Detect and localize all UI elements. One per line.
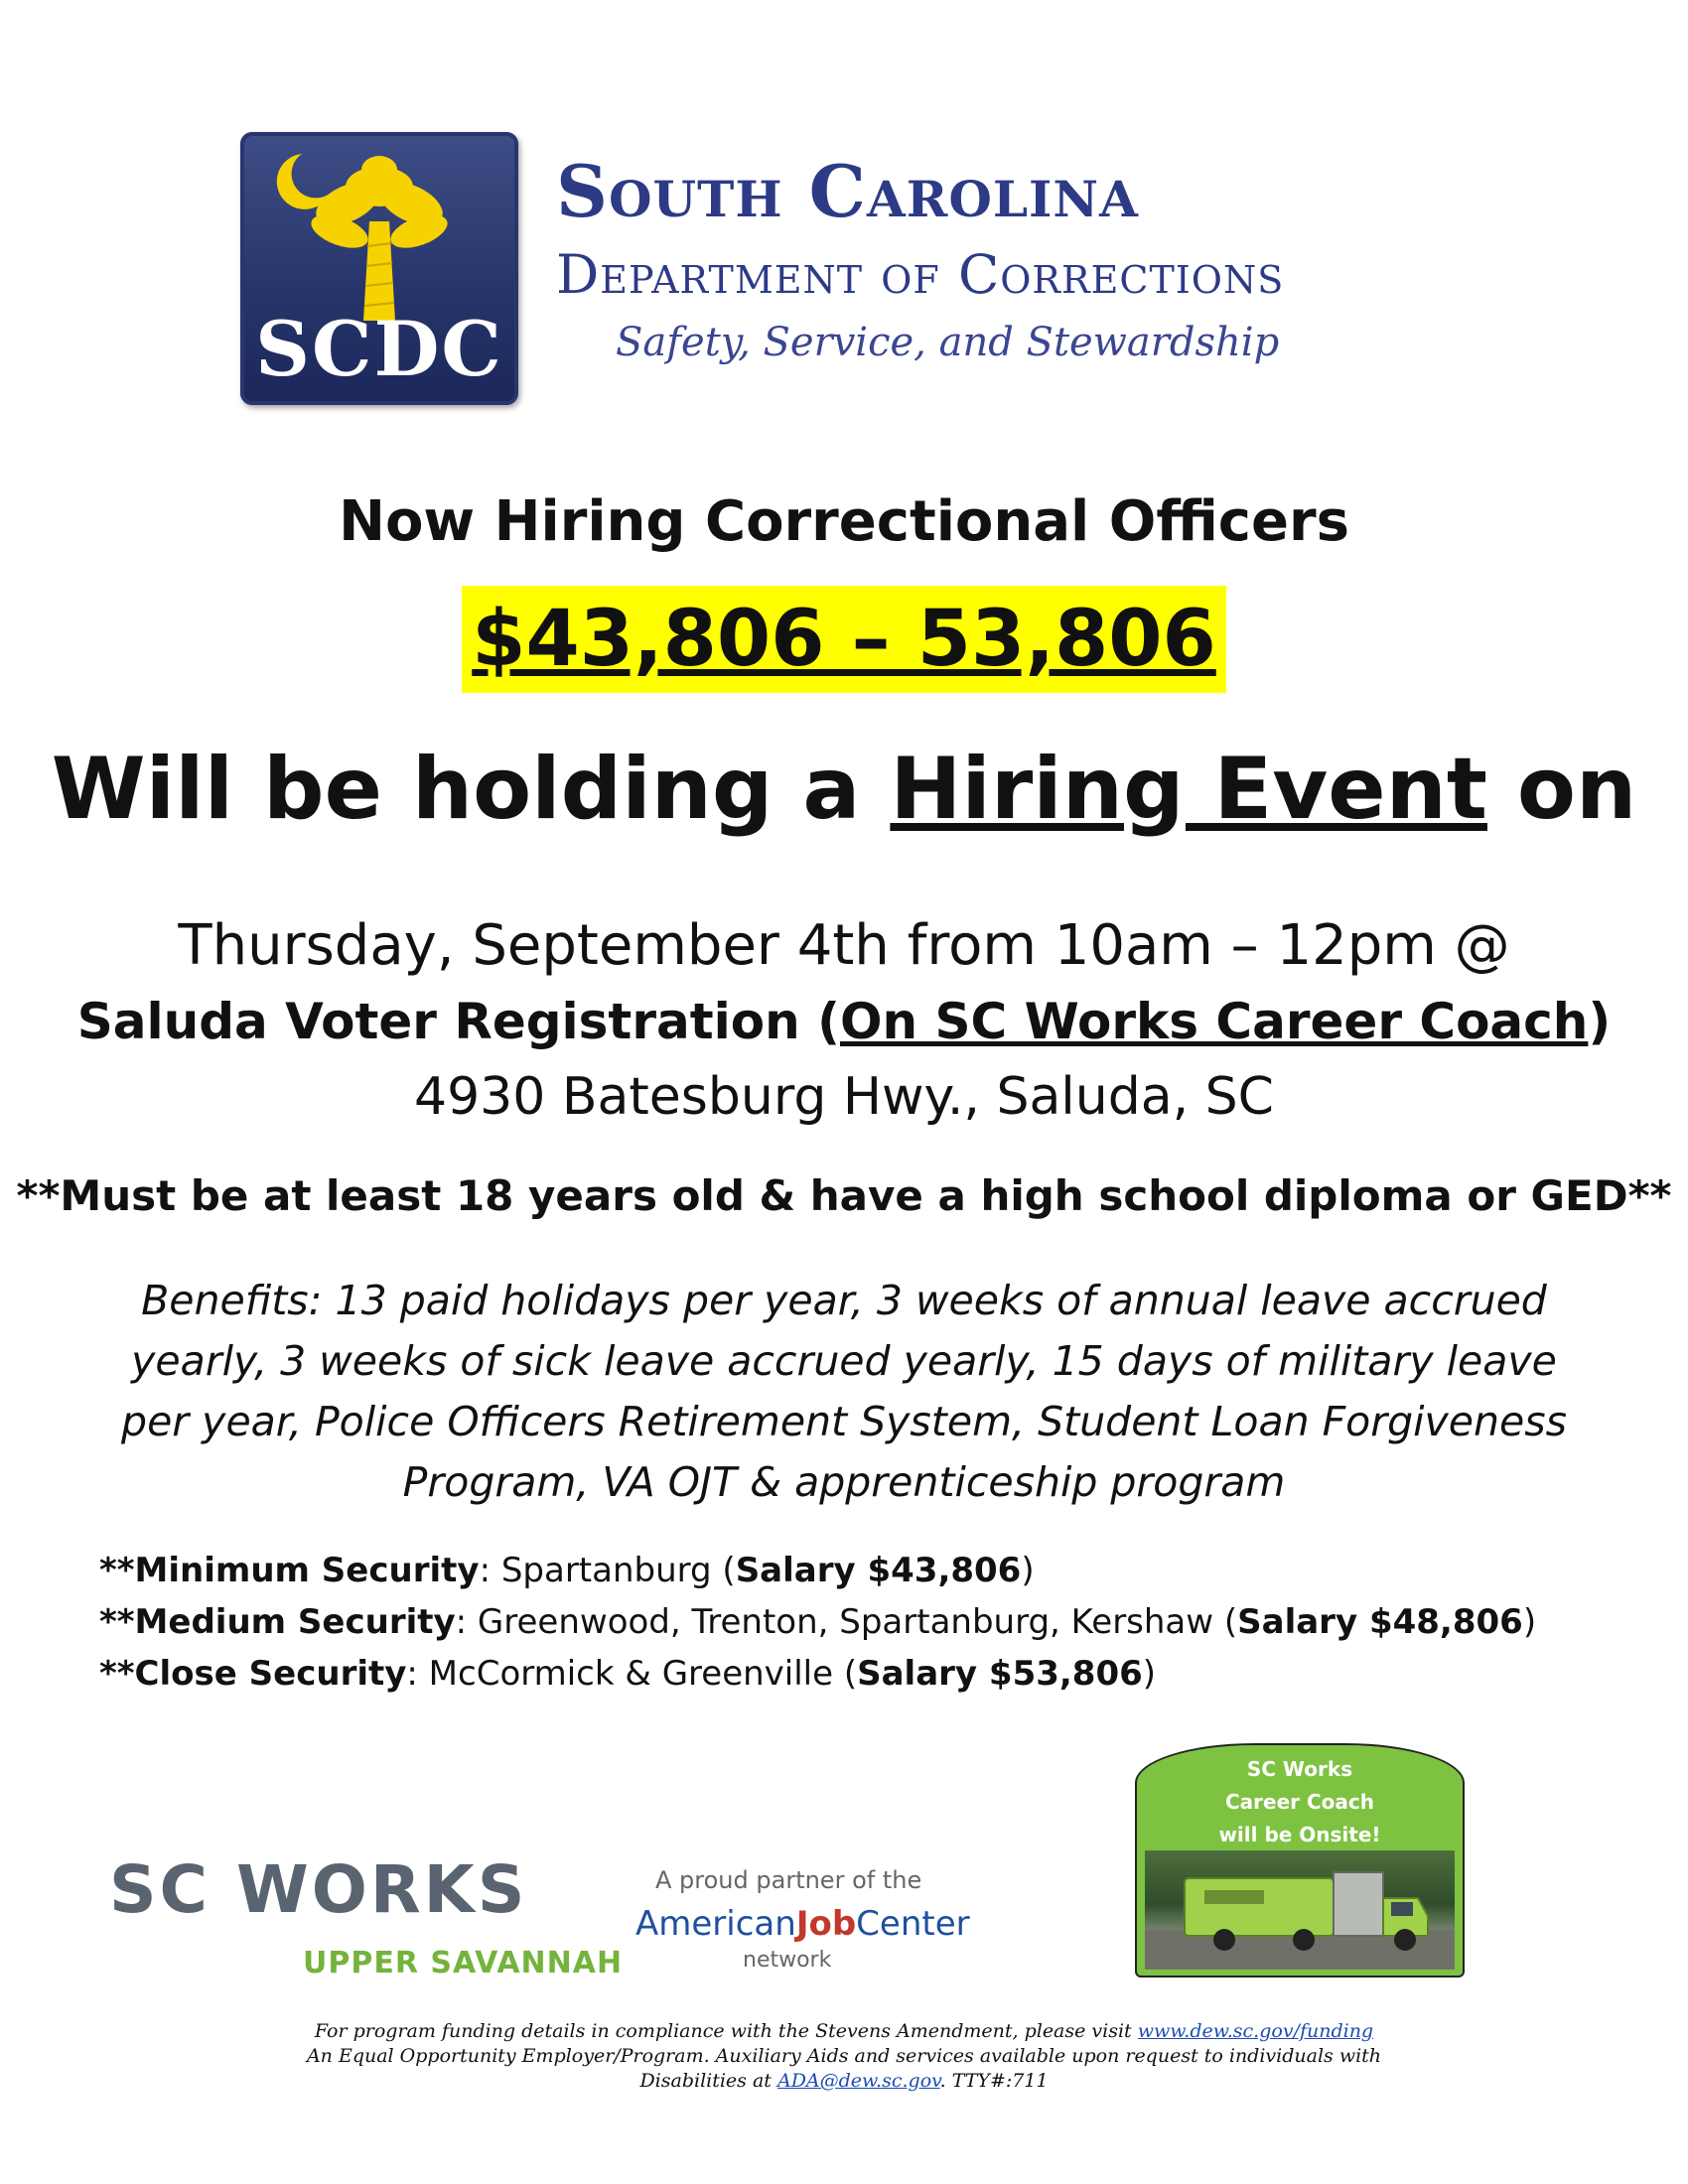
sc-works-logo: SC WORKS bbox=[109, 1851, 528, 1928]
security-salary: Salary $43,806 bbox=[735, 1551, 1022, 1590]
footer-line-1 bbox=[0, 2019, 1688, 2044]
venue-coach: On SC Works Career Coach bbox=[839, 993, 1589, 1050]
security-label: **Minimum Security bbox=[99, 1551, 480, 1590]
ajc-partner-text: A proud partner of the bbox=[655, 1866, 922, 1894]
footer-line-3 bbox=[0, 2069, 1688, 2094]
event-venue bbox=[0, 993, 1688, 1050]
funding-link[interactable]: www.dew.sc.gov/funding bbox=[1137, 2020, 1374, 2042]
security-locations: : Greenwood, Trenton, Spartanburg, Kershaw ( bbox=[455, 1602, 1238, 1642]
truck-icon bbox=[1145, 1850, 1455, 1970]
venue-name: Saluda Voter Registration ( bbox=[76, 993, 840, 1050]
salary-range-wrap bbox=[0, 586, 1688, 693]
org-motto: Safety, Service, and Stewardship bbox=[616, 320, 1280, 365]
footer-fine-print bbox=[0, 2019, 1688, 2094]
event-suffix: on bbox=[1486, 740, 1637, 839]
seal-text: SCDC bbox=[255, 305, 503, 393]
department-name: Department of Corrections bbox=[556, 243, 1285, 306]
event-emphasis: Hiring Event bbox=[890, 740, 1487, 839]
security-close: ) bbox=[1021, 1551, 1035, 1590]
event-prefix: Will be holding a bbox=[51, 740, 891, 839]
footer-funding-text: For program funding details in compliance with the Stevens Amendment, please visit bbox=[314, 2020, 1138, 2042]
career-coach-text bbox=[1137, 1753, 1463, 1851]
benefits-text: Benefits: 13 paid holidays per year, 3 weeks of annual leave accrued yearly, 3 weeks of sick leave accrued yearly, 15 days of military leave per year, Police Officers Retirement System, Student Loan Forgiveness Program, VA OJT & apprenticeship program bbox=[121, 1277, 1567, 1506]
security-label: **Close Security bbox=[99, 1654, 407, 1694]
org-name: South Carolina bbox=[556, 149, 1139, 233]
security-salary: Salary $48,806 bbox=[1237, 1602, 1523, 1642]
ajc-name-part2: Job bbox=[795, 1904, 857, 1944]
ajc-network-text: network bbox=[743, 1948, 832, 1973]
hiring-event-heading bbox=[0, 740, 1688, 839]
ajc-name-part3: Center bbox=[856, 1904, 970, 1944]
sc-works-region: UPPER SAVANNAH bbox=[303, 1946, 624, 1980]
security-level-minimum bbox=[99, 1549, 1035, 1592]
palmetto-moon-icon bbox=[240, 132, 518, 331]
security-level-medium bbox=[99, 1600, 1536, 1644]
venue-close: ) bbox=[1588, 993, 1612, 1050]
page-title: Now Hiring Correctional Officers bbox=[339, 489, 1349, 554]
requirements: **Must be at least 18 years old & have a high school diploma or GED** bbox=[16, 1171, 1672, 1220]
footer-line-2: An Equal Opportunity Employer/Program. Auxiliary Aids and services available upon request to individuals with bbox=[306, 2045, 1382, 2067]
ajc-name-part1: American bbox=[635, 1904, 796, 1944]
footer-disabilities-text: Disabilities at bbox=[639, 2070, 777, 2092]
security-close: ) bbox=[1142, 1654, 1157, 1694]
security-locations: : McCormick & Greenville ( bbox=[406, 1654, 858, 1694]
american-job-center-logo bbox=[635, 1904, 970, 1944]
coach-line1: SC Works bbox=[1246, 1757, 1353, 1781]
career-coach-badge bbox=[1135, 1743, 1465, 1978]
scdc-seal-logo bbox=[240, 132, 518, 405]
security-level-close bbox=[99, 1652, 1156, 1696]
security-close: ) bbox=[1522, 1602, 1537, 1642]
security-salary: Salary $53,806 bbox=[857, 1654, 1143, 1694]
coach-line3: will be Onsite! bbox=[1218, 1823, 1381, 1846]
event-address: 4930 Batesburg Hwy., Saluda, SC bbox=[414, 1067, 1274, 1127]
event-date-time: Thursday, September 4th from 10am – 12pm @ bbox=[178, 913, 1510, 978]
career-coach-vehicle-photo bbox=[1145, 1850, 1455, 1970]
salary-range: $43,806 – 53,806 bbox=[462, 586, 1226, 693]
ada-email-link[interactable]: ADA@dew.sc.gov bbox=[776, 2070, 940, 2092]
coach-line2: Career Coach bbox=[1225, 1790, 1374, 1814]
security-locations: : Spartanburg ( bbox=[479, 1551, 736, 1590]
footer-tty: . TTY#:711 bbox=[939, 2070, 1049, 2092]
security-label: **Medium Security bbox=[99, 1602, 456, 1642]
